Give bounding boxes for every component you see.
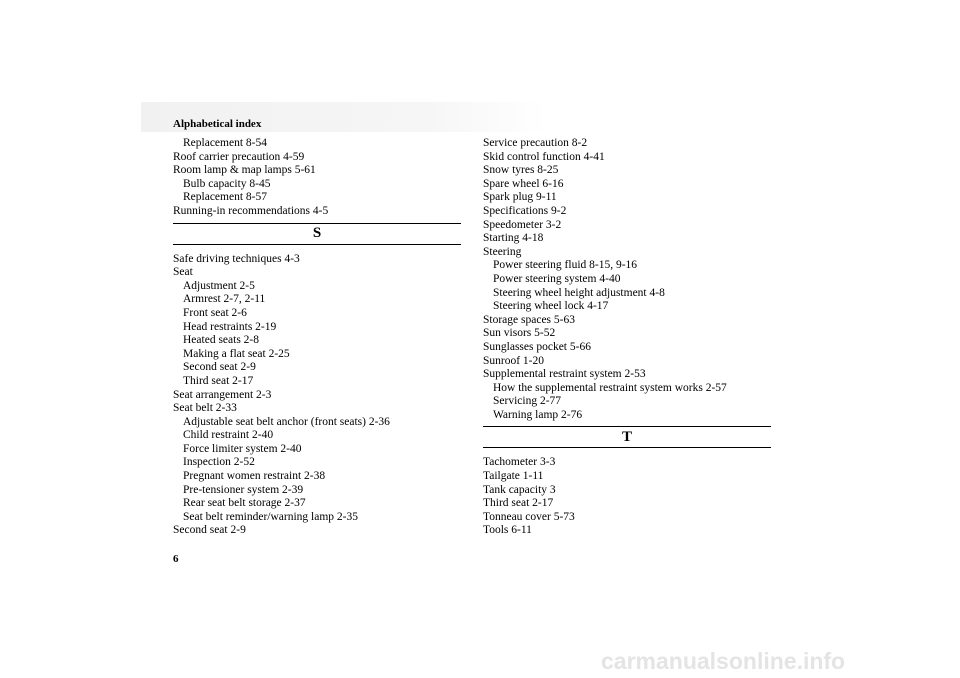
index-entry: Room lamp & map lamps 5-61 bbox=[173, 164, 316, 177]
index-subentry: Making a flat seat 2-25 bbox=[183, 347, 290, 360]
index-entry: Tailgate 1-11 bbox=[483, 470, 544, 483]
index-entry: Sun visors 5-52 bbox=[483, 327, 556, 340]
index-entry: Spark plug 9-11 bbox=[483, 191, 557, 204]
index-entry: Seat arrangement 2-3 bbox=[173, 388, 272, 401]
index-entry: Roof carrier precaution 4-59 bbox=[173, 150, 305, 163]
index-entry: Spare wheel 6-16 bbox=[483, 177, 564, 190]
index-subentry: Pregnant women restraint 2-38 bbox=[183, 470, 326, 483]
index-entry: Sunglasses pocket 5-66 bbox=[483, 340, 591, 353]
index-entry: Sunroof 1-20 bbox=[483, 354, 545, 367]
index-subentry: Replacement 8-54 bbox=[183, 137, 267, 149]
index-subentry: Pre-tensioner system 2-39 bbox=[183, 483, 304, 496]
index-subentry: How the supplemental restraint system works 2-57 bbox=[493, 381, 727, 394]
index-entry: Running-in recommendations 4-5 bbox=[173, 204, 329, 217]
index-subentry: Steering wheel lock 4-17 bbox=[493, 300, 609, 313]
index-subentry: Second seat 2-9 bbox=[183, 361, 256, 374]
index-entry: Third seat 2-17 bbox=[483, 497, 554, 510]
index-subentry: Power steering fluid 8-15, 9-16 bbox=[493, 259, 638, 272]
index-subentry: Inspection 2-52 bbox=[183, 456, 255, 469]
section-heading-s: S bbox=[173, 223, 461, 245]
index-subentry: Warning lamp 2-76 bbox=[493, 408, 583, 421]
index-entry: Specifications 9-2 bbox=[483, 204, 567, 217]
index-entry: Seat belt 2-33 bbox=[173, 402, 237, 415]
index-subentry: Adjustable seat belt anchor (front seats) 2-36 bbox=[183, 415, 390, 428]
entry-list-s-continued bbox=[483, 137, 771, 422]
watermark: carmanualsonline.info bbox=[601, 648, 846, 674]
index-entry: Starting 4-18 bbox=[483, 232, 544, 245]
entry-list-before-s bbox=[173, 137, 461, 219]
index-entry: Second seat 2-9 bbox=[173, 524, 246, 537]
index-entry: Tonneau cover 5-73 bbox=[483, 510, 575, 523]
page-number: 6 bbox=[173, 553, 179, 565]
index-entry: Skid control function 4-41 bbox=[483, 150, 605, 163]
index-entry: Safe driving techniques 4-3 bbox=[173, 252, 300, 265]
index-subentry: Seat belt reminder/warning lamp 2-35 bbox=[183, 510, 359, 523]
index-subentry: Servicing 2-77 bbox=[493, 395, 562, 408]
index-subentry: Steering wheel height adjustment 4-8 bbox=[493, 286, 665, 299]
index-column-left bbox=[173, 137, 461, 538]
index-subentry: Heated seats 2-8 bbox=[183, 334, 259, 347]
index-subentry: Child restraint 2-40 bbox=[183, 429, 274, 442]
index-entry: Tools 6-11 bbox=[483, 524, 532, 537]
index-entry: Tank capacity 3 bbox=[483, 483, 556, 496]
index-subentry: Third seat 2-17 bbox=[183, 374, 254, 387]
index-subentry: Bulb capacity 8-45 bbox=[183, 177, 271, 190]
entry-list-t bbox=[483, 456, 771, 538]
entry-list-s bbox=[173, 253, 461, 538]
index-subentry: Force limiter system 2-40 bbox=[183, 442, 302, 455]
index-subentry: Front seat 2-6 bbox=[183, 306, 247, 319]
index-entry: Supplemental restraint system 2-53 bbox=[483, 368, 646, 381]
index-subentry: Replacement 8-57 bbox=[183, 191, 267, 204]
index-subentry: Adjustment 2-5 bbox=[183, 279, 255, 292]
index-entry: Tachometer 3-3 bbox=[483, 456, 556, 469]
index-entry: Service precaution 8-2 bbox=[483, 137, 588, 149]
index-subentry: Head restraints 2-19 bbox=[183, 320, 277, 333]
section-heading-t: T bbox=[483, 426, 771, 448]
index-entry: Speedometer 3-2 bbox=[483, 218, 562, 231]
index-entry: Snow tyres 8-25 bbox=[483, 164, 559, 177]
index-subentry: Armrest 2-7, 2-11 bbox=[183, 293, 266, 306]
index-subentry: Rear seat belt storage 2-37 bbox=[183, 497, 306, 510]
index-column-right bbox=[483, 137, 771, 538]
index-entry: Seat bbox=[173, 266, 193, 279]
index-entry: Steering bbox=[483, 245, 522, 258]
index-entry: Storage spaces 5-63 bbox=[483, 313, 575, 326]
index-subentry: Power steering system 4-40 bbox=[493, 272, 621, 285]
page-header-title: Alphabetical index bbox=[173, 118, 262, 130]
